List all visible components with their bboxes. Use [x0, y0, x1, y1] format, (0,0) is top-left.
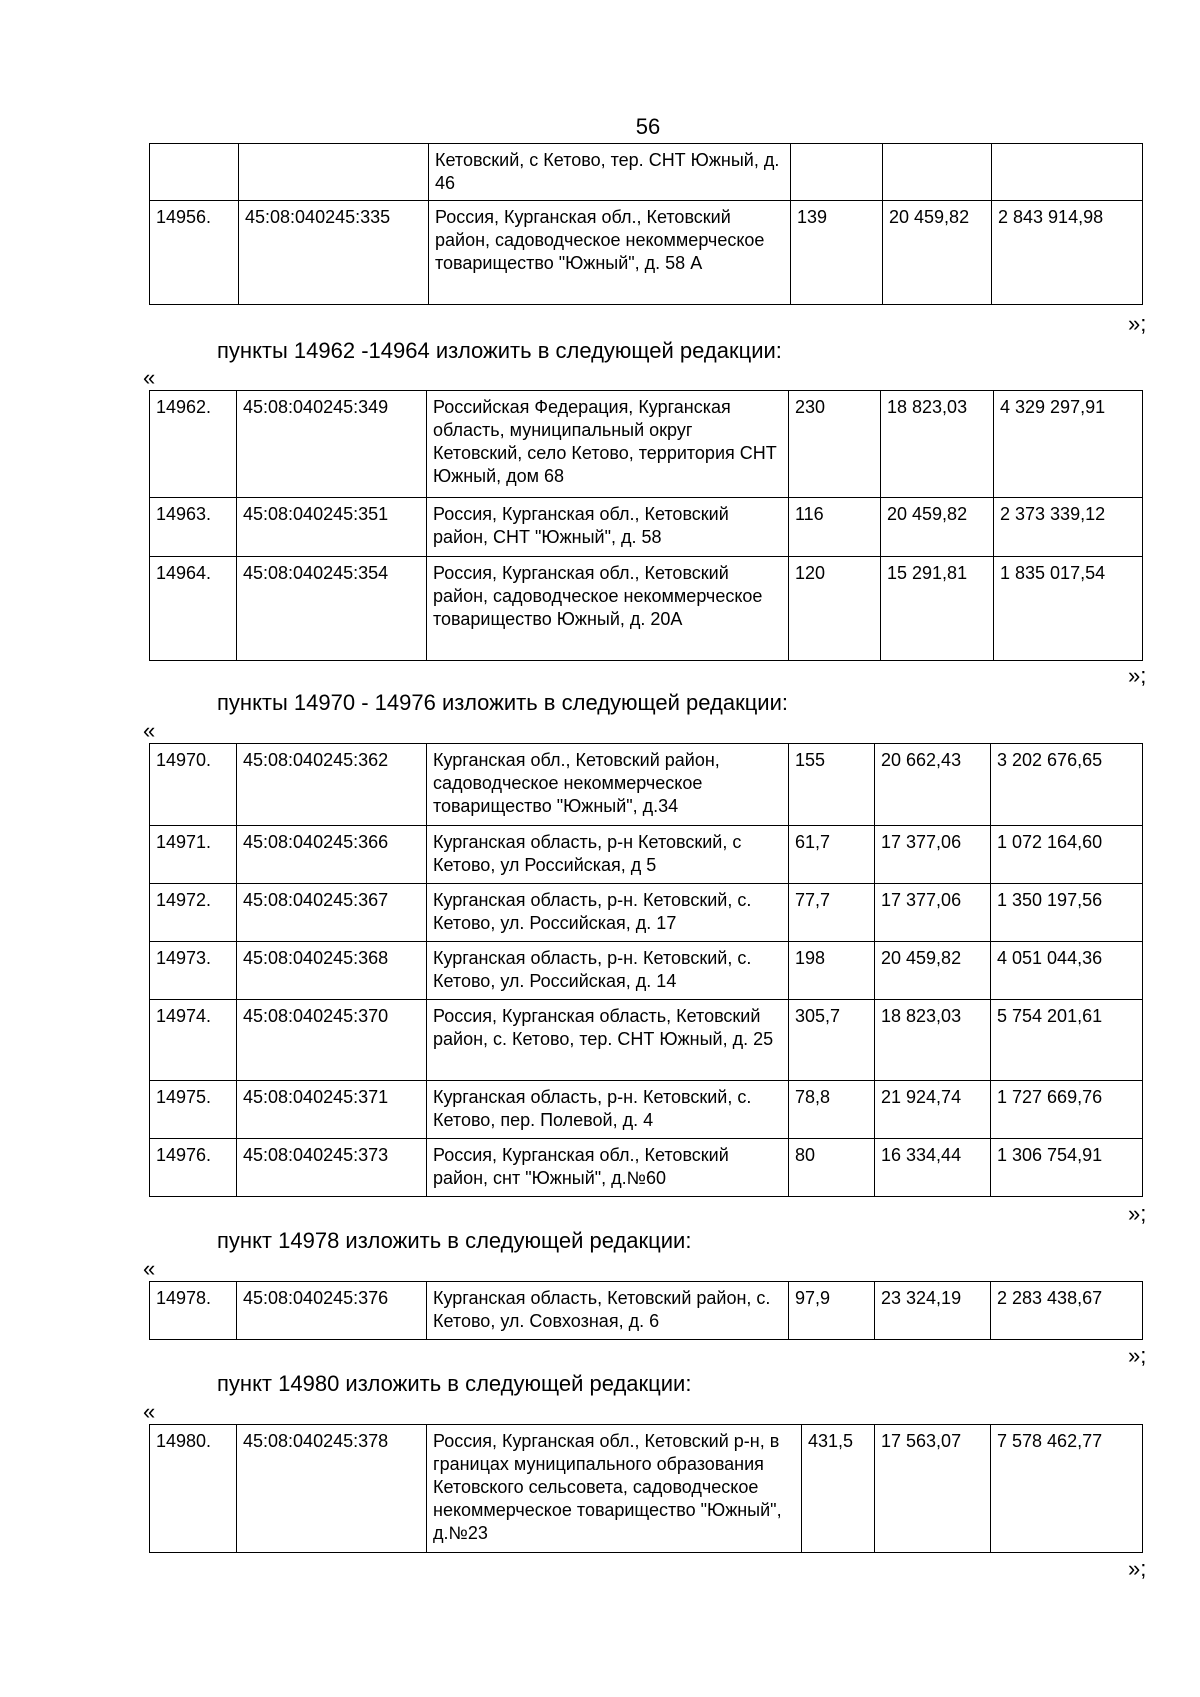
property-table-0 — [149, 143, 1143, 305]
unit-value: 20 459,82 — [883, 201, 992, 305]
closing-quote: »; — [1128, 663, 1147, 688]
opening-quote: « — [143, 365, 156, 390]
cadastral-number: 45:08:040245:367 — [237, 884, 427, 942]
cadastral-value: 1 727 669,76 — [991, 1081, 1143, 1139]
address: Курганская область, р-н. Кетовский, с. Кетово, пер. Полевой, д. 4 — [427, 1081, 789, 1139]
unit-value: 17 377,06 — [875, 884, 991, 942]
area: 431,5 — [802, 1425, 875, 1553]
address: Россия, Курганская обл., Кетовский район, СНТ "Южный", д. 58 — [427, 498, 789, 557]
row-number: 14962. — [150, 391, 237, 498]
cadastral-value: 4 329 297,91 — [994, 391, 1143, 498]
address: Курганская область, Кетовский район, с. Кетово, ул. Совхозная, д. 6 — [427, 1282, 789, 1340]
row-number: 14972. — [150, 884, 237, 942]
address: Россия, Курганская обл., Кетовский р-н, в границах муниципального образования Кетовского сельсовета, садоводческое некоммерческое товарищество "Южный", д.№23 — [427, 1425, 802, 1553]
unit-value: 21 924,74 — [875, 1081, 991, 1139]
cadastral-number: 45:08:040245:378 — [237, 1425, 427, 1553]
unit-value — [883, 144, 992, 201]
page-number: 56 — [635, 114, 661, 139]
amendment-instruction: пункт 14978 изложить в следующей редакции: — [217, 1228, 692, 1253]
unit-value: 23 324,19 — [875, 1282, 991, 1340]
cadastral-value: 1 072 164,60 — [991, 826, 1143, 884]
row-number: 14971. — [150, 826, 237, 884]
area — [791, 144, 883, 201]
area: 198 — [789, 942, 875, 1000]
cadastral-number: 45:08:040245:362 — [237, 744, 427, 826]
unit-value: 20 662,43 — [875, 744, 991, 826]
cadastral-number: 45:08:040245:351 — [237, 498, 427, 557]
area: 155 — [789, 744, 875, 826]
property-table-3 — [149, 1281, 1143, 1340]
address: Россия, Курганская обл., Кетовский район, садоводческое некоммерческое товарищество "Южный", д. 58 А — [429, 201, 791, 305]
unit-value: 17 377,06 — [875, 826, 991, 884]
address: Россия, Курганская обл., Кетовский район, снт "Южный", д.№60 — [427, 1139, 789, 1197]
closing-quote: »; — [1128, 1201, 1147, 1226]
cadastral-value: 1 350 197,56 — [991, 884, 1143, 942]
unit-value: 20 459,82 — [875, 942, 991, 1000]
row-number: 14956. — [150, 201, 239, 305]
unit-value: 15 291,81 — [881, 557, 994, 661]
address: Россия, Курганская обл., Кетовский район, садоводческое некоммерческое товарищество Южный, д. 20А — [427, 557, 789, 661]
cadastral-value: 5 754 201,61 — [991, 1000, 1143, 1081]
address: Курганская область, р-н. Кетовский, с. Кетово, ул. Российская, д. 17 — [427, 884, 789, 942]
unit-value: 17 563,07 — [875, 1425, 991, 1553]
closing-quote: »; — [1128, 311, 1147, 336]
closing-quote: »; — [1128, 1343, 1147, 1368]
amendment-instruction: пункты 14962 -14964 изложить в следующей редакции: — [217, 338, 782, 363]
area: 77,7 — [789, 884, 875, 942]
row-number: 14978. — [150, 1282, 237, 1340]
cadastral-number: 45:08:040245:368 — [237, 942, 427, 1000]
address: Курганская обл., Кетовский район, садоводческое некоммерческое товарищество "Южный", д.34 — [427, 744, 789, 826]
property-table-2 — [149, 743, 1143, 1197]
table-row — [150, 942, 1143, 1000]
cadastral-value: 1 835 017,54 — [994, 557, 1143, 661]
table-row — [150, 498, 1143, 557]
table-row — [150, 1000, 1143, 1081]
cadastral-number: 45:08:040245:366 — [237, 826, 427, 884]
cadastral-number: 45:08:040245:354 — [237, 557, 427, 661]
cadastral-value: 1 306 754,91 — [991, 1139, 1143, 1197]
row-number: 14970. — [150, 744, 237, 826]
unit-value: 18 823,03 — [875, 1000, 991, 1081]
cadastral-number: 45:08:040245:376 — [237, 1282, 427, 1340]
closing-quote: »; — [1128, 1556, 1147, 1581]
table-row — [150, 1139, 1143, 1197]
area: 305,7 — [789, 1000, 875, 1081]
unit-value: 20 459,82 — [881, 498, 994, 557]
unit-value: 16 334,44 — [875, 1139, 991, 1197]
address: Российская Федерация, Курганская область, муниципальный округ Кетовский, село Кетово, территория СНТ Южный, дом 68 — [427, 391, 789, 498]
area: 120 — [789, 557, 881, 661]
opening-quote: « — [143, 1399, 156, 1424]
unit-value: 18 823,03 — [881, 391, 994, 498]
area: 230 — [789, 391, 881, 498]
amendment-instruction: пункт 14980 изложить в следующей редакции: — [217, 1371, 692, 1396]
cadastral-value: 3 202 676,65 — [991, 744, 1143, 826]
cadastral-number: 45:08:040245:373 — [237, 1139, 427, 1197]
area: 139 — [791, 201, 883, 305]
cadastral-value: 4 051 044,36 — [991, 942, 1143, 1000]
area: 80 — [789, 1139, 875, 1197]
area: 61,7 — [789, 826, 875, 884]
cadastral-value: 2 283 438,67 — [991, 1282, 1143, 1340]
table-row — [150, 201, 1143, 305]
address: Курганская область, р-н Кетовский, с Кетово, ул Российская, д 5 — [427, 826, 789, 884]
cadastral-number — [239, 144, 429, 201]
row-number: 14964. — [150, 557, 237, 661]
property-table-4 — [149, 1424, 1143, 1553]
address: Кетовский, с Кетово, тер. СНТ Южный, д. 46 — [429, 144, 791, 201]
cadastral-number: 45:08:040245:335 — [239, 201, 429, 305]
area: 116 — [789, 498, 881, 557]
table-row — [150, 391, 1143, 498]
row-number: 14980. — [150, 1425, 237, 1553]
address: Россия, Курганская область, Кетовский район, с. Кетово, тер. СНТ Южный, д. 25 — [427, 1000, 789, 1081]
row-number: 14974. — [150, 1000, 237, 1081]
cadastral-number: 45:08:040245:370 — [237, 1000, 427, 1081]
cadastral-value: 2 843 914,98 — [992, 201, 1143, 305]
table-row — [150, 557, 1143, 661]
table-row — [150, 1282, 1143, 1340]
property-table-1 — [149, 390, 1143, 661]
row-number: 14973. — [150, 942, 237, 1000]
amendment-instruction: пункты 14970 - 14976 изложить в следующей редакции: — [217, 690, 789, 715]
opening-quote: « — [143, 718, 156, 743]
table-row — [150, 884, 1143, 942]
cadastral-value — [992, 144, 1143, 201]
table-row — [150, 1425, 1143, 1553]
cadastral-value: 7 578 462,77 — [991, 1425, 1143, 1553]
row-number: 14976. — [150, 1139, 237, 1197]
row-number: 14975. — [150, 1081, 237, 1139]
cadastral-value: 2 373 339,12 — [994, 498, 1143, 557]
address: Курганская область, р-н. Кетовский, с. Кетово, ул. Российская, д. 14 — [427, 942, 789, 1000]
table-row — [150, 144, 1143, 201]
cadastral-number: 45:08:040245:371 — [237, 1081, 427, 1139]
cadastral-number: 45:08:040245:349 — [237, 391, 427, 498]
table-row — [150, 826, 1143, 884]
table-row — [150, 744, 1143, 826]
table-row — [150, 1081, 1143, 1139]
row-number: 14963. — [150, 498, 237, 557]
area: 78,8 — [789, 1081, 875, 1139]
opening-quote: « — [143, 1256, 156, 1281]
row-number — [150, 144, 239, 201]
area: 97,9 — [789, 1282, 875, 1340]
